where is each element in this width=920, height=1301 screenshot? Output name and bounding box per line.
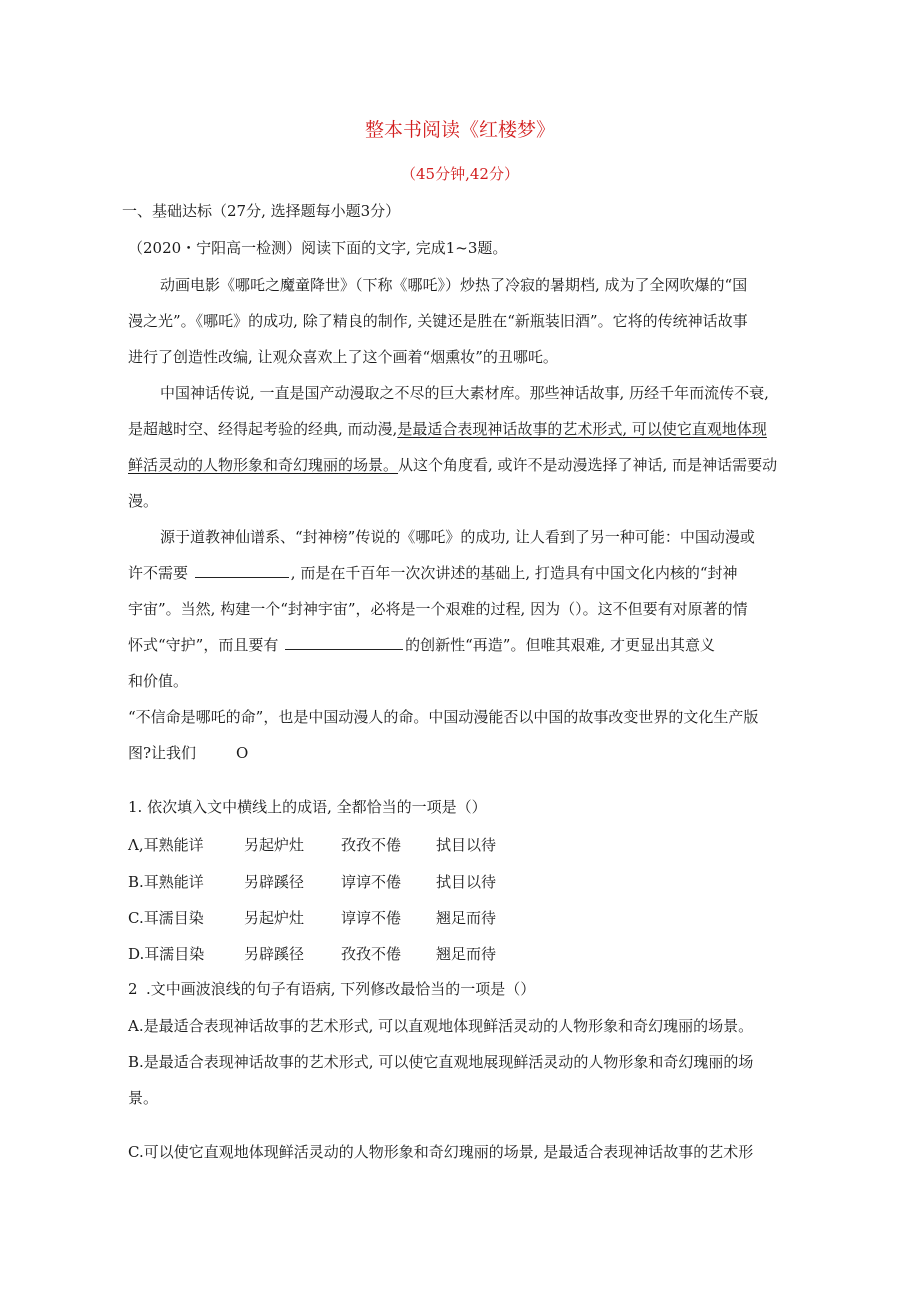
q1-option-a-3: 孜孜不倦: [341, 836, 402, 854]
q1-option-d-4: 翘足而待: [436, 945, 497, 963]
passage-p3-line4-start: 怀式“守护”，而且要有: [128, 636, 279, 654]
page-subtitle: （45分钟,42分）: [401, 165, 519, 183]
q1-option-c-2: 另起炉灶: [244, 909, 305, 927]
q1-option-b-label: B.耳熟能详: [128, 873, 204, 891]
q1-option-c-4: 翘足而待: [436, 909, 497, 927]
page-title: 整本书阅读《红楼梦》: [364, 119, 555, 141]
q1-option-d-label: D.耳濡目染: [128, 945, 205, 963]
passage-p1-line2: 漫之光”。《哪吒》的成功, 除了精良的制作, 关键还是胜在“新瓶装旧酒”。它将的传统神话故事: [128, 312, 748, 330]
q1-option-b-2: 另辟蹊径: [244, 873, 305, 891]
passage-p4-line2: [128, 743, 248, 763]
passage-p2-line1: 中国神话传说, 一直是国产动漫取之不尽的巨大素材库。那些神话故事, 历经千年而流传不衰,: [160, 384, 769, 402]
passage-p2-line2: [128, 419, 767, 439]
q1-option-d-2: 另辟蹊径: [244, 945, 305, 963]
q1-option-a-4: 拭目以待: [436, 836, 497, 854]
q1-option-d-3: 孜孜不倦: [341, 945, 402, 963]
passage-p3-line4: [128, 635, 715, 655]
passage-p2-line3-plain: 从这个角度看, 或许不是动漫选择了神话, 而是神话需要动: [398, 456, 778, 474]
q1-option-b-3: 谆谆不倦: [341, 873, 402, 891]
passage-p3-line1: 源于道教神仙谱系、“封神榜”传说的《哪吒》的成功, 让人看到了另一种可能：中国动漫或: [160, 528, 755, 546]
wavy-underlined-sentence-part1: 是最适合表现神话故事的艺术形式, 可以使它直观地体现: [397, 420, 767, 438]
passage-p4-line2-start: 图?让我们: [128, 744, 197, 762]
passage-p3-line3: 宇宙”。当然, 构建一个“封神宇宙”，必将是一个艰难的过程, 因为（）。这不但要有对原著的情: [128, 600, 748, 618]
q1-option-a-2: 另起炉灶: [244, 836, 305, 854]
q1-option-a-label: Λ,耳熟能详: [128, 836, 204, 854]
question-2-number: 2: [128, 980, 138, 998]
fill-blank-1: [195, 563, 289, 578]
q2-option-a: A.是最适合表现神话故事的艺术形式, 可以直观地体现鲜活灵动的人物形象和奇幻瑰丽的场景。: [128, 1017, 754, 1035]
q1-option-c-label: C.耳濡目染: [128, 909, 204, 927]
q1-option-b-4: 拭目以待: [436, 873, 497, 891]
passage-p3-line4-end: 的创新性“再造”。但唯其艰难, 才更显出其意义: [405, 636, 716, 654]
passage-p3-line2-start: 许不需要: [128, 564, 189, 582]
fill-blank-2: [285, 635, 403, 650]
q2-option-b-line2: 景。: [128, 1089, 159, 1107]
passage-p4-line1: “不信命是哪吒的命”，也是中国动漫人的命。中国动漫能否以中国的故事改变世界的文化生产版: [128, 708, 759, 726]
passage-p2-line4: 漫。: [128, 492, 159, 510]
passage-p1-line1: 动画电影《哪吒之魔童降世》（下称《哪吒》）炒热了冷寂的暑期档, 成为了全网吹爆的“国: [160, 276, 748, 294]
passage-p1-line3: 进行了创造性改编, 让观众喜欢上了这个画着“烟熏妆”的丑哪吒。: [128, 348, 558, 366]
q2-option-c-line1: C.可以使它直观地体现鲜活灵动的人物形象和奇幻瑰丽的场景, 是最适合表现神话故事的艺术形: [128, 1143, 754, 1161]
passage-p3-line2: [128, 563, 738, 583]
passage-p4-line2-end: O: [236, 744, 249, 762]
q1-option-c-3: 谆谆不倦: [341, 909, 402, 927]
passage-p3-line5: 和价值。: [128, 672, 189, 690]
passage-p3-line2-end: , 而是在千百年一次次讲述的基础上, 打造具有中国文化内核的“封神: [290, 564, 738, 582]
source-note: （2020・宁阳高一检测）阅读下面的文字, 完成1~3题。: [128, 239, 508, 257]
passage-p2-line2-plain: 是超越时空、经得起考验的经典, 而动漫,: [128, 420, 398, 438]
question-2-stem: .文中画波浪线的句子有语病, 下列修改最恰当的一项是（）: [146, 980, 536, 998]
wavy-underlined-sentence-part2: 鲜活灵动的人物形象和奇幻瑰丽的场景。: [128, 456, 399, 474]
passage-p2-line3: [128, 455, 777, 475]
q2-option-b-line1: B.是最适合表现神话故事的艺术形式, 可以使它直观地展现鲜活灵动的人物形象和奇幻瑰丽的场: [128, 1053, 754, 1071]
question-1-stem: 1. 依次填入文中横线上的成语, 全都恰当的一项是（）: [128, 798, 487, 816]
section-heading: 一、基础达标（27分, 选择题每小题3分）: [122, 202, 401, 220]
